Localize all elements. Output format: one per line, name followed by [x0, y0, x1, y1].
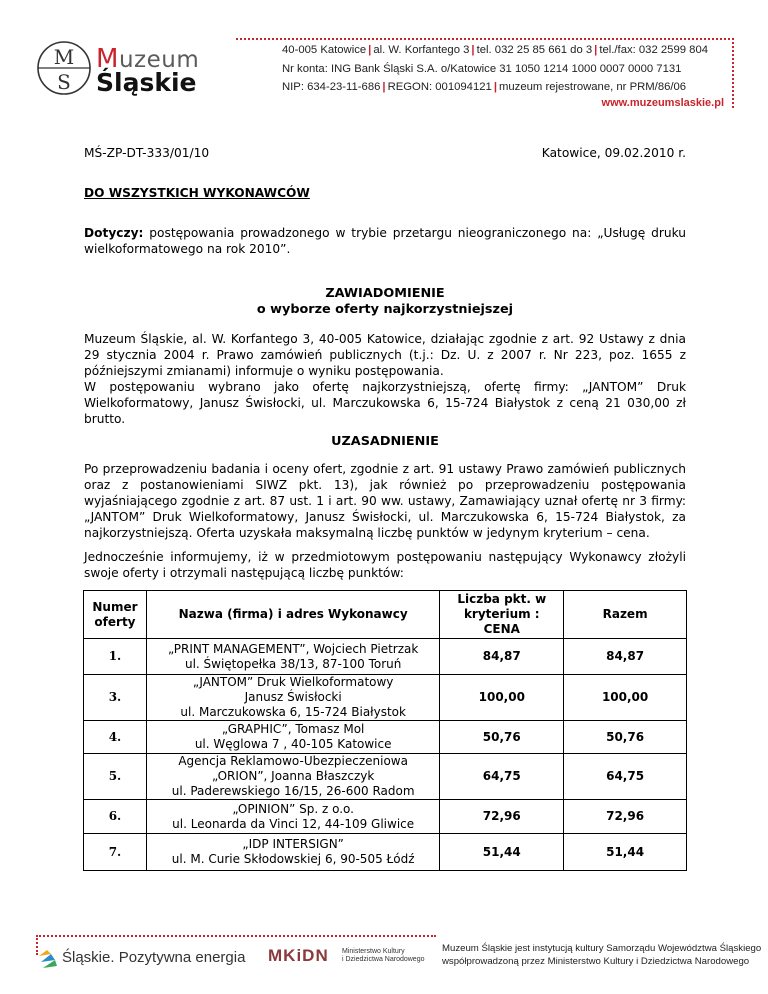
footer-divider	[36, 935, 436, 937]
contractor-line: „PRINT MANAGEMENT”, Wojciech Pietrzak	[167, 641, 419, 656]
contractor-cell	[146, 754, 439, 800]
contractor-line: Janusz Świsłocki	[244, 690, 342, 704]
price-points: 100,00	[440, 675, 564, 721]
table-row	[84, 675, 687, 721]
total-points: 72,96	[564, 800, 687, 834]
total-points: 84,87	[564, 639, 687, 675]
document-date: Katowice, 09.02.2010 r.	[541, 146, 686, 160]
contractor-line: ul. M. Curie Skłodowskiej 6, 90-505 Łódź	[171, 852, 415, 866]
contractor-line: Agencja Reklamowo-Ubezpieczeniowa	[178, 754, 408, 768]
table-row	[84, 834, 687, 871]
table-row	[84, 754, 687, 800]
total-points: 50,76	[564, 721, 687, 754]
offers-table	[83, 590, 687, 871]
ministry-name: Ministerstwo Kultury i Dziedzictwa Narodowego	[342, 948, 425, 963]
header-price-points: Liczba pkt. w kryterium : CENA	[440, 591, 564, 639]
header-website-link[interactable]: www.muzeumslaskie.pl	[601, 97, 724, 109]
contractor-line: „ORION”, Joanna Błaszczyk	[212, 769, 375, 783]
subject-label: Dotyczy:	[84, 226, 144, 240]
price-points: 64,75	[440, 754, 564, 800]
justification-paragraph: Po przeprowadzeniu badania i oceny ofert, zgodnie z art. 91 ustawy Prawo zamówień publicznych oraz z postanowieniami SIWZ pkt. 13), jak również po przeprowadzeniu postępowania wyjaśniającego zgodnie z art. 87 ust. 1 i art. 90 ww. ustawy, Zamawiający uznał ofertę nr 3 firmy: „JANTOM” Druk Wielkoformatowy, Janusz Świsłocki, ul. Marczukowska 6, 15-724 Białystok, za najkorzystniejszą. Oferta uzyskała maksymalną liczbę punktów w jedynym kryterium – cena.	[84, 462, 686, 540]
contractor-line: „OPINION” Sp. z o.o.	[232, 801, 354, 816]
header-registry-line: NIP: 634-23-11-686 | REGON: 001094121 | muzeum rejestrowane, nr PRM/86/06	[282, 81, 687, 93]
price-points: 50,76	[440, 721, 564, 754]
table-row	[84, 721, 687, 754]
total-points: 64,75	[564, 754, 687, 800]
contractor-line: „IDP INTERSIGN”	[242, 837, 344, 851]
offer-number: 1.	[84, 639, 147, 675]
header-divider-top	[236, 38, 734, 40]
subject-text: postępowania prowadzonego w trybie przetargu nieograniczonego na: „Usługę druku wielkoformatowego na rok 2010”.	[84, 226, 686, 256]
header-address-line: 40-005 Katowice | al. W. Korfantego 3 | tel. 032 25 85 661 do 3 | tel./fax: 032 2599 804	[282, 44, 709, 56]
slaskie-region-logo-icon	[37, 948, 59, 970]
contractor-line: ul. Marczukowska 6, 15-724 Białystok	[180, 705, 406, 719]
header-nip: NIP: 634-23-11-686	[282, 81, 381, 93]
contractor-line: ul. Świętopełka 38/13, 87-100 Toruń	[184, 656, 402, 671]
contractor-line: ul. Leonarda da Vinci 12, 44-109 Gliwice	[172, 816, 415, 831]
selection-paragraph: W postępowaniu wybrano jako ofertę najkorzystniejszą, ofertę firmy: „JANTOM” Druk Wielkoformatowy, Janusz Świsłocki, ul. Marczukowska 6, 15-724 Białystok z ceną 21 030,00 zł brutto.	[84, 380, 686, 426]
svg-text:S: S	[57, 70, 71, 94]
header-fax: tel./fax: 032 2599 804	[599, 44, 709, 56]
logo-initial: M	[96, 44, 119, 74]
subject-paragraph	[84, 225, 686, 257]
offer-number: 4.	[84, 721, 147, 754]
document-reference: MŚ-ZP-DT-333/01/10	[84, 146, 210, 160]
header-divider-right	[732, 38, 734, 108]
contractor-line: ul. Węglowa 7 , 40-105 Katowice	[194, 737, 392, 751]
svg-text:M: M	[53, 45, 75, 69]
header-regon: REGON: 001094121	[387, 81, 492, 93]
bidders-intro-paragraph: Jednocześnie informujemy, iż w przedmiotowym postępowaniu następujący Wykonawcy złożyli swoje oferty i otrzymali następującą liczbę punktów:	[84, 550, 686, 580]
museum-logo-icon	[36, 40, 92, 96]
total-points: 100,00	[564, 675, 687, 721]
addressee: DO WSZYSTKICH WYKONAWCÓW	[84, 186, 310, 200]
contractor-cell	[146, 800, 439, 834]
price-points: 72,96	[440, 800, 564, 834]
contractor-cell	[146, 721, 439, 754]
footer-institution-note: Muzeum Śląskie jest instytucją kultury Samorządu Województwa Śląskiego współprowadzoną przez Ministerstwo Kultury i Dziedzictwa Narodowego	[442, 943, 762, 967]
table-header-row	[84, 591, 687, 639]
notice-subtitle: o wyborze oferty najkorzystniejszej	[256, 302, 514, 317]
region-slogan: Śląskie. Pozytywna energia	[62, 949, 246, 966]
header-street: al. W. Korfantego 3	[373, 44, 470, 56]
header-museum-reg: muzeum rejestrowane, nr PRM/86/06	[498, 81, 687, 93]
price-points: 51,44	[440, 834, 564, 871]
offer-number: 7.	[84, 834, 147, 871]
logo-word: uzeum	[118, 47, 200, 73]
contractor-line: ul. Paderewskiego 16/15, 26-600 Radom	[171, 784, 415, 798]
table-row	[84, 639, 687, 675]
header-bank-line: Nr konta: ING Bank Śląski S.A. o/Katowice 31 1050 1214 1000 0007 0000 7131	[282, 63, 682, 75]
table-row	[84, 800, 687, 834]
header-phone: tel. 032 25 85 661 do 3	[476, 44, 593, 56]
contractor-cell	[146, 675, 439, 721]
justification-title: UZASADNIENIE	[331, 434, 439, 449]
offer-number: 6.	[84, 800, 147, 834]
contractor-line: „JANTOM” Druk Wielkoformatowy	[192, 675, 394, 689]
header-contractor: Nazwa (firma) i adres Wykonawcy	[146, 591, 439, 639]
contractor-cell	[146, 834, 439, 871]
mkidn-logo: MKiDN	[268, 946, 329, 965]
header-city: 40-005 Katowice	[282, 44, 367, 56]
header-total: Razem	[564, 591, 687, 639]
notice-title: ZAWIADOMIENIE	[325, 286, 445, 301]
total-points: 51,44	[564, 834, 687, 871]
header-offer-number: Numer oferty	[84, 591, 147, 639]
logo-slaskie: Śląskie	[96, 68, 197, 97]
contractor-cell	[146, 639, 439, 675]
intro-paragraph: Muzeum Śląskie, al. W. Korfantego 3, 40-005 Katowice, działając zgodnie z art. 92 Ustawy z dnia 29 stycznia 2004 r. Prawo zamówień publicznych (t.j.: Dz. U. z 2007 r. Nr 223, poz. 1655 z późniejszymi zmianami) informuje o wyniku postępowania.	[84, 332, 686, 378]
price-points: 84,87	[440, 639, 564, 675]
offer-number: 5.	[84, 754, 147, 800]
offer-number: 3.	[84, 675, 147, 721]
contractor-line: „GRAPHIC”, Tomasz Mol	[221, 722, 365, 736]
